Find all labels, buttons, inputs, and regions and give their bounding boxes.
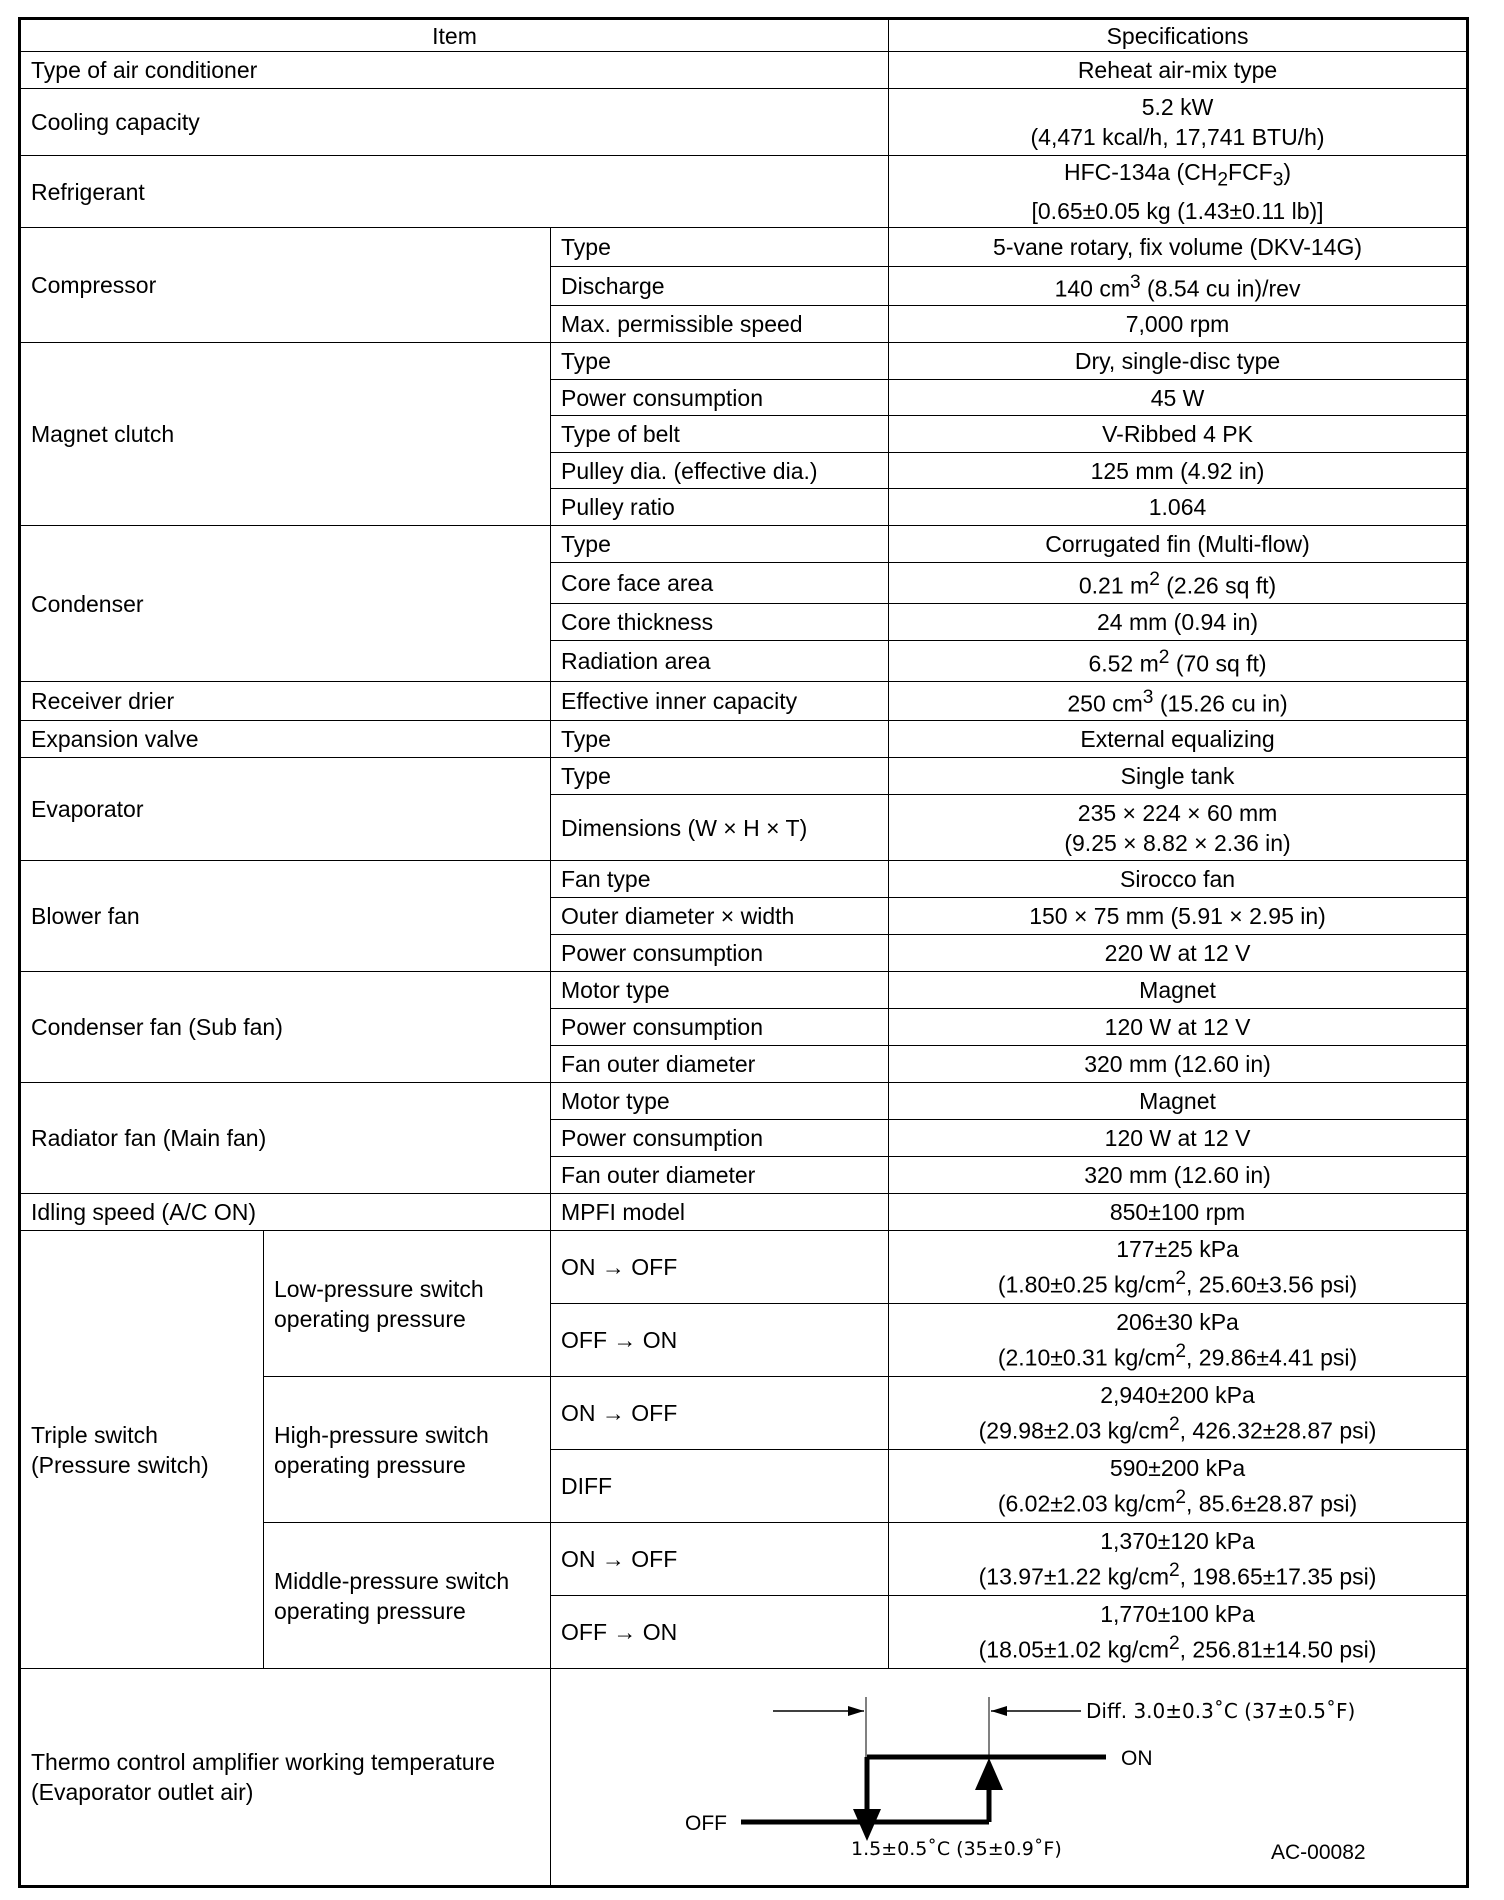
- condenser-type-value: Corrugated fin (Multi-flow): [889, 526, 1468, 563]
- clutch-ratio-value: 1.064: [889, 489, 1468, 526]
- clutch-power-value: 45 W: [889, 380, 1468, 416]
- compressor-speed-value: 7,000 rpm: [889, 306, 1468, 343]
- high-pressure-label: High-pressure switch operating pressure: [264, 1377, 551, 1523]
- receiver-label: Receiver drier: [20, 682, 551, 721]
- condenser-face-label: Core face area: [551, 563, 889, 604]
- low-r1-label: ON → OFF: [551, 1231, 889, 1304]
- condenser-thickness-label: Core thickness: [551, 604, 889, 641]
- evaporator-dim-label: Dimensions (W × H × T): [551, 795, 889, 861]
- condenser-radiation-value: 6.52 $m^2$ (70 sq ft): [889, 641, 1468, 682]
- triple-switch-label: Triple switch (Pressure switch): [20, 1231, 264, 1669]
- high-r1-value: 2,940±200 kPa (29.98±2.03 $kg/cm^2$, 426.32±28.87 psi): [889, 1377, 1468, 1450]
- condenser-type-label: Type: [551, 526, 889, 563]
- diff-left-arrowhead: [848, 1706, 864, 1716]
- rad-fan-label: Radiator fan (Main fan): [20, 1083, 551, 1194]
- blower-od-label: Outer diameter × width: [551, 898, 889, 935]
- evaporator-type-value: Single tank: [889, 758, 1468, 795]
- middle-pressure-label: Middle-pressure switch operating pressure: [264, 1523, 551, 1669]
- mid-r1-label: ON → OFF: [551, 1523, 889, 1596]
- down-arrowhead: [853, 1809, 881, 1841]
- low-r1-value: 177±25 kPa (1.80±0.25 $kg/cm^2$, 25.60±3.56 psi): [889, 1231, 1468, 1304]
- refrigerant-value: HFC-134a $(CH_2FCF_3)$ [0.65±0.05 kg (1.43±0.11 lb)]: [889, 156, 1468, 228]
- thermo-label: Thermo control amplifier working temperature (Evaporator outlet air): [20, 1669, 551, 1887]
- cond-fan-motor-value: Magnet: [889, 972, 1468, 1009]
- rad-fan-motor-value: Magnet: [889, 1083, 1468, 1120]
- cond-fan-motor-label: Motor type: [551, 972, 889, 1009]
- clutch-power-label: Power consumption: [551, 380, 889, 416]
- diff-right-arrowhead: [991, 1706, 1007, 1716]
- expansion-sub-label: Type: [551, 721, 889, 758]
- high-r2-value: 590±200 kPa (6.02±2.03 $kg/cm^2$, 85.6±28.87 psi): [889, 1450, 1468, 1523]
- thermo-diagram: [561, 1669, 1478, 1885]
- evaporator-type-label: Type: [551, 758, 889, 795]
- condenser-radiation-label: Radiation area: [551, 641, 889, 682]
- condenser-face-value: 0.21 $m^2$ (2.26 sq ft): [889, 563, 1468, 604]
- clutch-pulley-label: Pulley dia. (effective dia.): [551, 453, 889, 489]
- clutch-pulley-value: 125 mm (4.92 in): [889, 453, 1468, 489]
- receiver-sub-label: Effective inner capacity: [551, 682, 889, 721]
- clutch-belt-label: Type of belt: [551, 416, 889, 453]
- condenser-thickness-value: 24 mm (0.94 in): [889, 604, 1468, 641]
- compressor-discharge-label: Discharge: [551, 267, 889, 306]
- high-r2-label: DIFF: [551, 1450, 889, 1523]
- compressor-type-label: Type: [551, 228, 889, 267]
- compressor-type-value: 5-vane rotary, fix volume (DKV-14G): [889, 228, 1468, 267]
- expansion-value: External equalizing: [889, 721, 1468, 758]
- compressor-speed-label: Max. permissible speed: [551, 306, 889, 343]
- compressor-discharge-value: 140 $cm^3$ (8.54 cu in)/rev: [889, 267, 1468, 306]
- ac-type-label: Type of air conditioner: [20, 52, 889, 89]
- on-label: ON: [1121, 1747, 1153, 1770]
- receiver-value: 250 $cm^3$ (15.26 cu in): [889, 682, 1468, 721]
- expansion-label: Expansion valve: [20, 721, 551, 758]
- cond-fan-power-label: Power consumption: [551, 1009, 889, 1046]
- low-r2-value: 206±30 kPa (2.10±0.31 $kg/cm^2$, 29.86±4.41 psi): [889, 1304, 1468, 1377]
- cond-fan-dia-value: 320 mm (12.60 in): [889, 1046, 1468, 1083]
- cond-fan-label: Condenser fan (Sub fan): [20, 972, 551, 1083]
- figure-code: AC-00082: [1271, 1841, 1366, 1864]
- temp-label: 1.5±0.5˚C (35±0.9˚F): [851, 1838, 1062, 1860]
- idle-sub-label: MPFI model: [551, 1194, 889, 1231]
- clutch-type-label: Type: [551, 343, 889, 380]
- rad-fan-power-value: 120 W at 12 V: [889, 1120, 1468, 1157]
- evaporator-label: Evaporator: [20, 758, 551, 861]
- low-r2-label: OFF → ON: [551, 1304, 889, 1377]
- blower-type-label: Fan type: [551, 861, 889, 898]
- off-label: OFF: [685, 1812, 727, 1835]
- condenser-label: Condenser: [20, 526, 551, 682]
- idle-label: Idling speed (A/C ON): [20, 1194, 551, 1231]
- mid-r2-label: OFF → ON: [551, 1596, 889, 1669]
- rad-fan-dia-value: 320 mm (12.60 in): [889, 1157, 1468, 1194]
- rad-fan-dia-label: Fan outer diameter: [551, 1157, 889, 1194]
- evaporator-dim-value: 235 × 224 × 60 mm (9.25 × 8.82 × 2.36 in): [889, 795, 1468, 861]
- diff-label: Diff. 3.0±0.3˚C (37±0.5˚F): [1086, 1699, 1356, 1723]
- blower-power-value: 220 W at 12 V: [889, 935, 1468, 972]
- clutch-label: Magnet clutch: [20, 343, 551, 526]
- clutch-ratio-label: Pulley ratio: [551, 489, 889, 526]
- refrigerant-label: Refrigerant: [20, 156, 889, 228]
- cooling-value: 5.2 kW (4,471 kcal/h, 17,741 BTU/h): [889, 89, 1468, 156]
- clutch-type-value: Dry, single-disc type: [889, 343, 1468, 380]
- blower-type-value: Sirocco fan: [889, 861, 1468, 898]
- idle-value: 850±100 rpm: [889, 1194, 1468, 1231]
- header-item: Item: [20, 19, 889, 52]
- rad-fan-motor-label: Motor type: [551, 1083, 889, 1120]
- high-r1-label: ON → OFF: [551, 1377, 889, 1450]
- up-arrowhead: [975, 1758, 1003, 1790]
- cooling-label: Cooling capacity: [20, 89, 889, 156]
- header-specifications: Specifications: [889, 19, 1468, 52]
- ac-type-value: Reheat air-mix type: [889, 52, 1468, 89]
- cond-fan-power-value: 120 W at 12 V: [889, 1009, 1468, 1046]
- mid-r1-value: 1,370±120 kPa (13.97±1.22 $kg/cm^2$, 198.65±17.35 psi): [889, 1523, 1468, 1596]
- thermo-diagram-cell: [551, 1669, 1468, 1887]
- blower-od-value: 150 × 75 mm (5.91 × 2.95 in): [889, 898, 1468, 935]
- mid-r2-value: 1,770±100 kPa (18.05±1.02 $kg/cm^2$, 256.81±14.50 psi): [889, 1596, 1468, 1669]
- blower-power-label: Power consumption: [551, 935, 889, 972]
- spec-table: [18, 17, 1469, 1888]
- blower-label: Blower fan: [20, 861, 551, 972]
- compressor-label: Compressor: [20, 228, 551, 343]
- cond-fan-dia-label: Fan outer diameter: [551, 1046, 889, 1083]
- low-pressure-label: Low-pressure switch operating pressure: [264, 1231, 551, 1377]
- rad-fan-power-label: Power consumption: [551, 1120, 889, 1157]
- clutch-belt-value: V-Ribbed 4 PK: [889, 416, 1468, 453]
